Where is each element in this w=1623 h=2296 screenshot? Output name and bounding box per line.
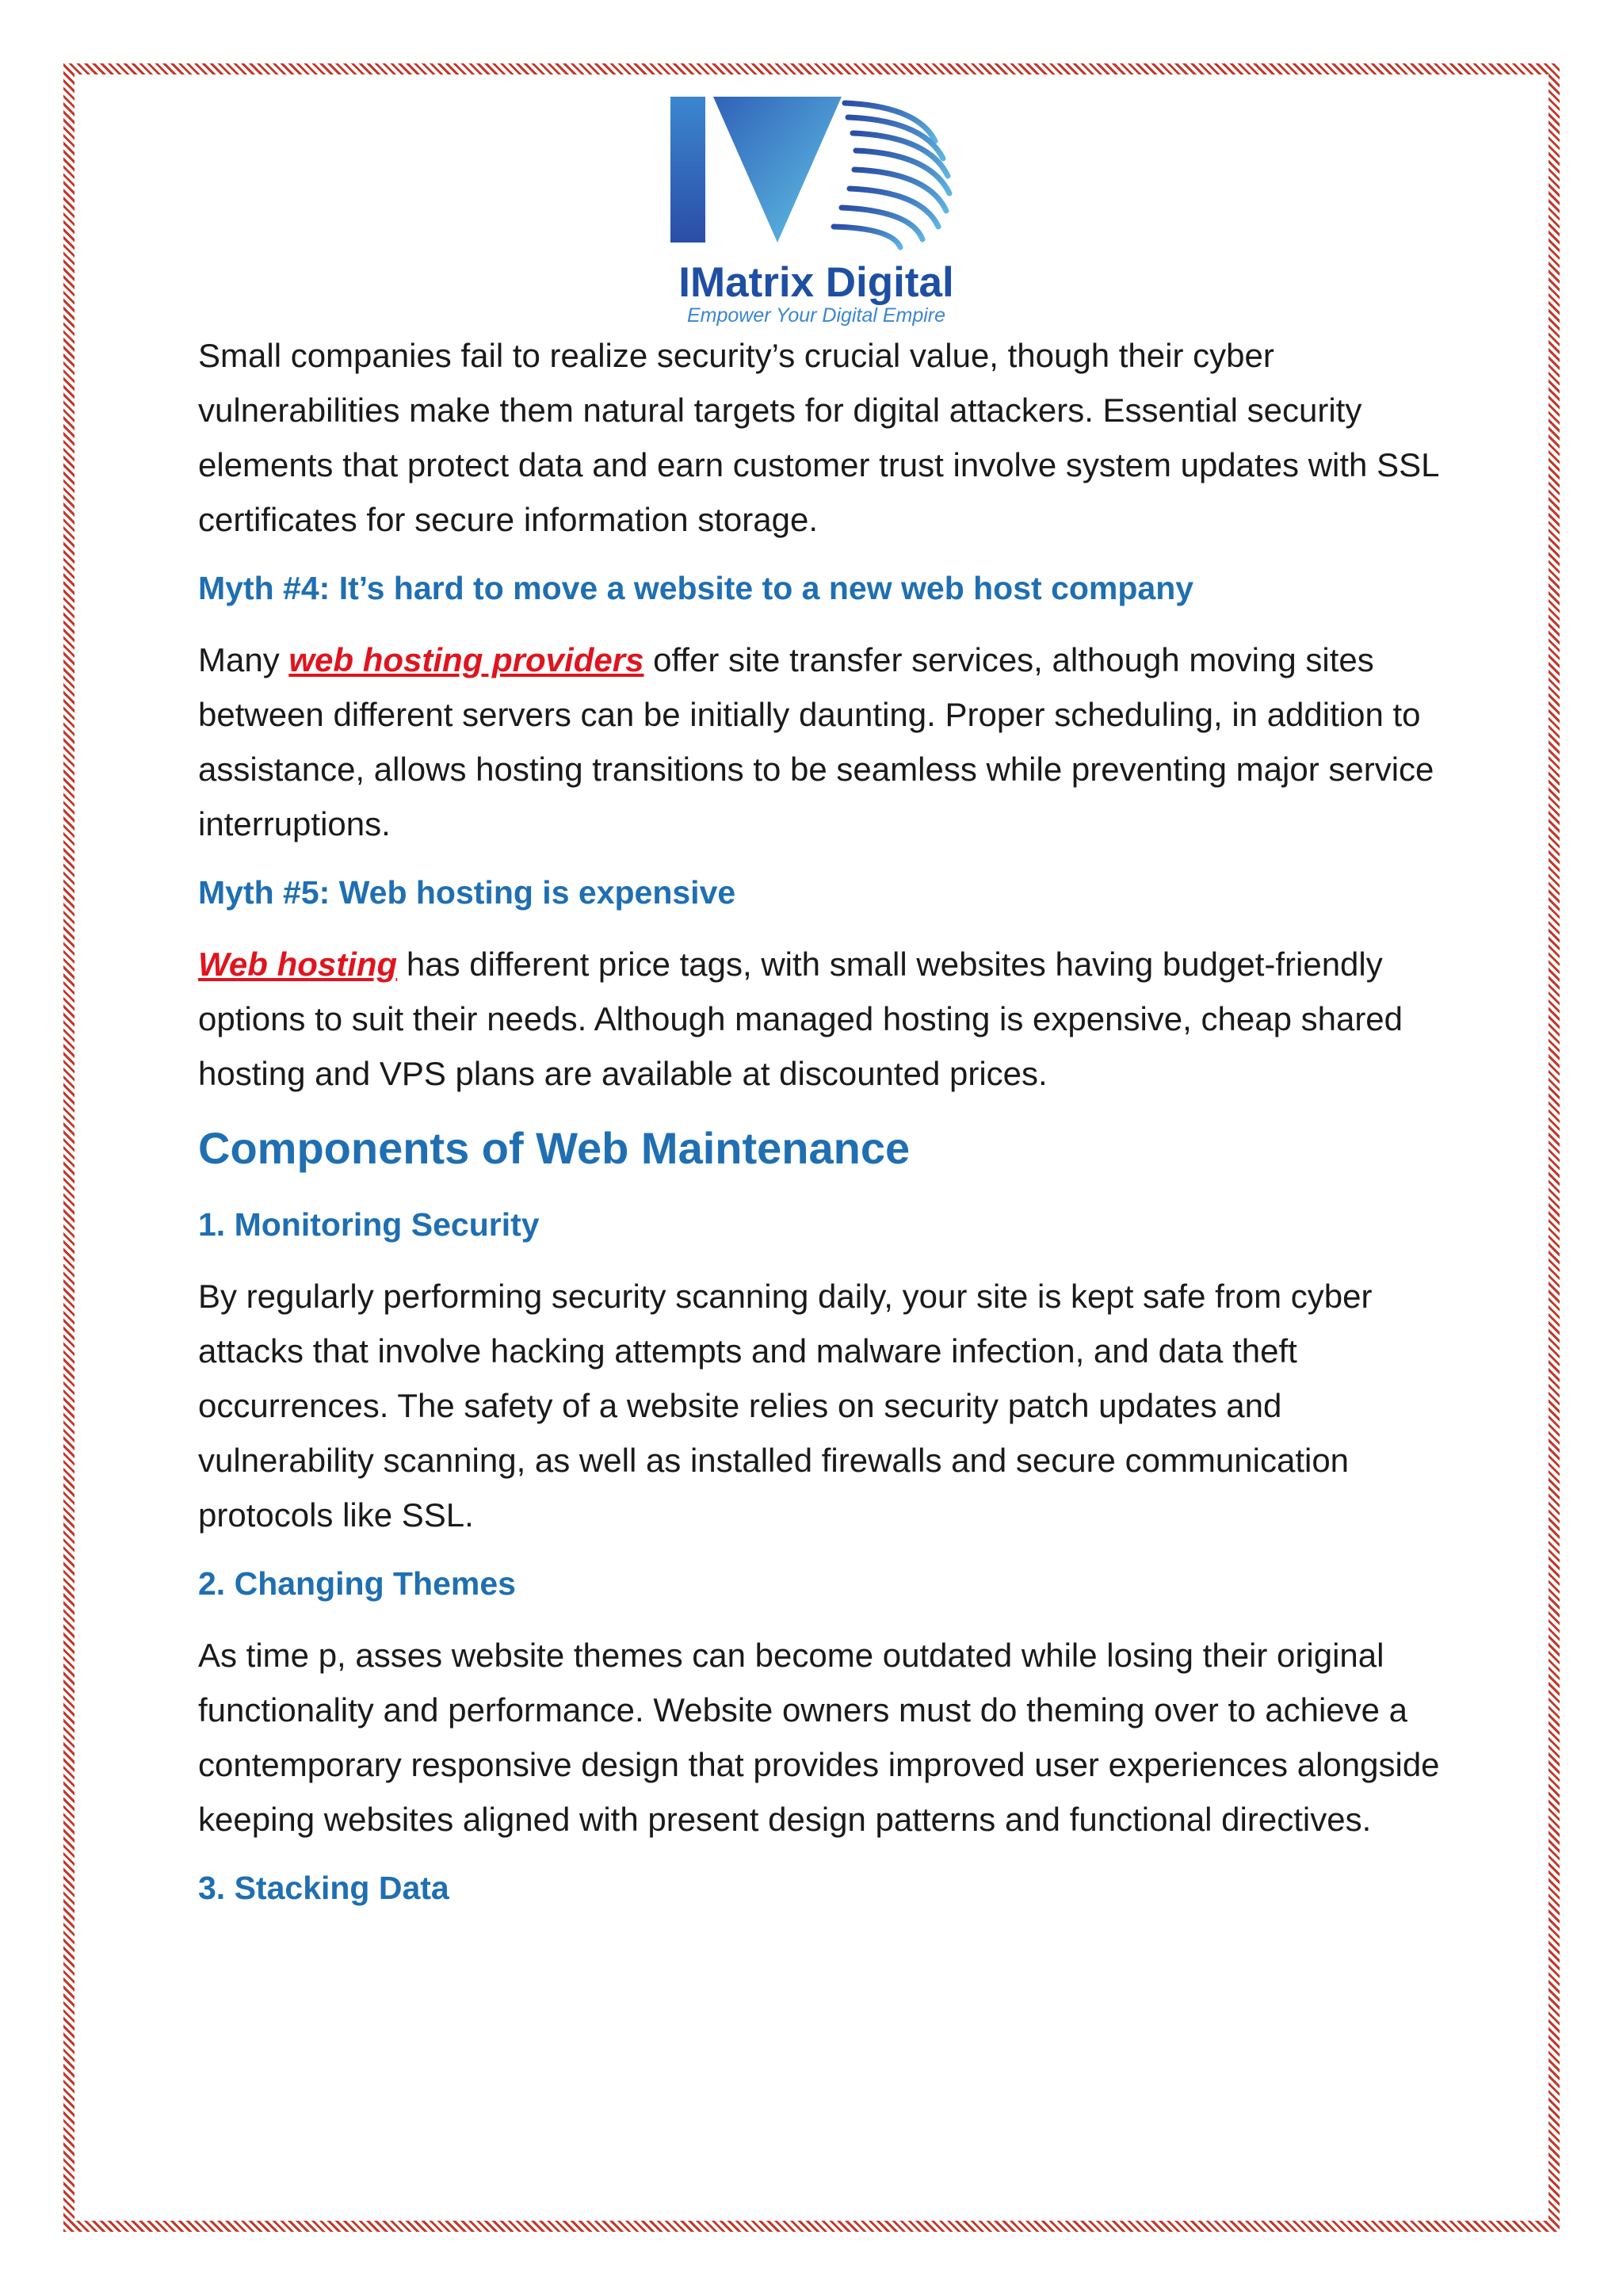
myth5-text-after: has different price tags, with small websites having budget-friendly options to suit their needs. Although managed hosting is expensive, cheap shared hosting and VPS plans are available at discounted prices.	[198, 946, 1403, 1092]
web-hosting-providers-link[interactable]: web hosting providers	[288, 641, 644, 678]
myth4-paragraph	[198, 632, 1450, 851]
logo-v-shape	[713, 97, 842, 243]
stacking-data-heading: 3. Stacking Data	[198, 1870, 449, 1906]
myth5-paragraph	[198, 937, 1450, 1101]
changing-themes-heading: 2. Changing Themes	[198, 1565, 516, 1602]
document-content	[198, 328, 1450, 1932]
monitoring-security-paragraph: By regularly performing security scanning daily, your site is kept safe from cyber attacks that involve hacking attempts and malware infection, and data theft occurrences. The safety of a website relies on security patch updates and vulnerability scanning, as well as installed firewalls and secure communication protocols like SSL.	[198, 1278, 1373, 1534]
logo-globe-lines	[834, 103, 949, 247]
monitoring-security-heading: 1. Monitoring Security	[198, 1206, 540, 1243]
brand-tagline: Empower Your Digital Empire	[686, 304, 946, 327]
myth4-text-after: offer site transfer services, although moving sites between different servers can be initially daunting. Proper scheduling, in addition to assistance, allows hosting transitions to be seamless while preventing major service interruptions.	[198, 641, 1434, 842]
logo-i-bar	[670, 97, 705, 243]
web-hosting-link[interactable]: Web hosting	[198, 946, 398, 983]
myth5-heading: Myth #5: Web hosting is expensive	[198, 874, 736, 911]
intro-paragraph: Small companies fail to realize security’s crucial value, though their cyber vulnerabilities make them natural targets for digital attackers. Essential security elements that protect data and earn customer trust involve system updates with SSL certificates for secure information storage.	[198, 337, 1438, 538]
components-heading: Components of Web Maintenance	[198, 1123, 911, 1173]
changing-themes-paragraph: As time p, asses website themes can become outdated while losing their original functionality and performance. Website owners must do theming over to achieve a contemporary responsive design that provides improved user experiences alongside keeping websites aligned with present design patterns and functional directives.	[198, 1637, 1440, 1838]
brand-name: IMatrix Digital	[678, 259, 954, 306]
myth4-text-before: Many	[198, 641, 289, 678]
imatrix-logo	[666, 92, 967, 330]
myth4-heading: Myth #4: It’s hard to move a website to a new web host company	[198, 570, 1194, 606]
